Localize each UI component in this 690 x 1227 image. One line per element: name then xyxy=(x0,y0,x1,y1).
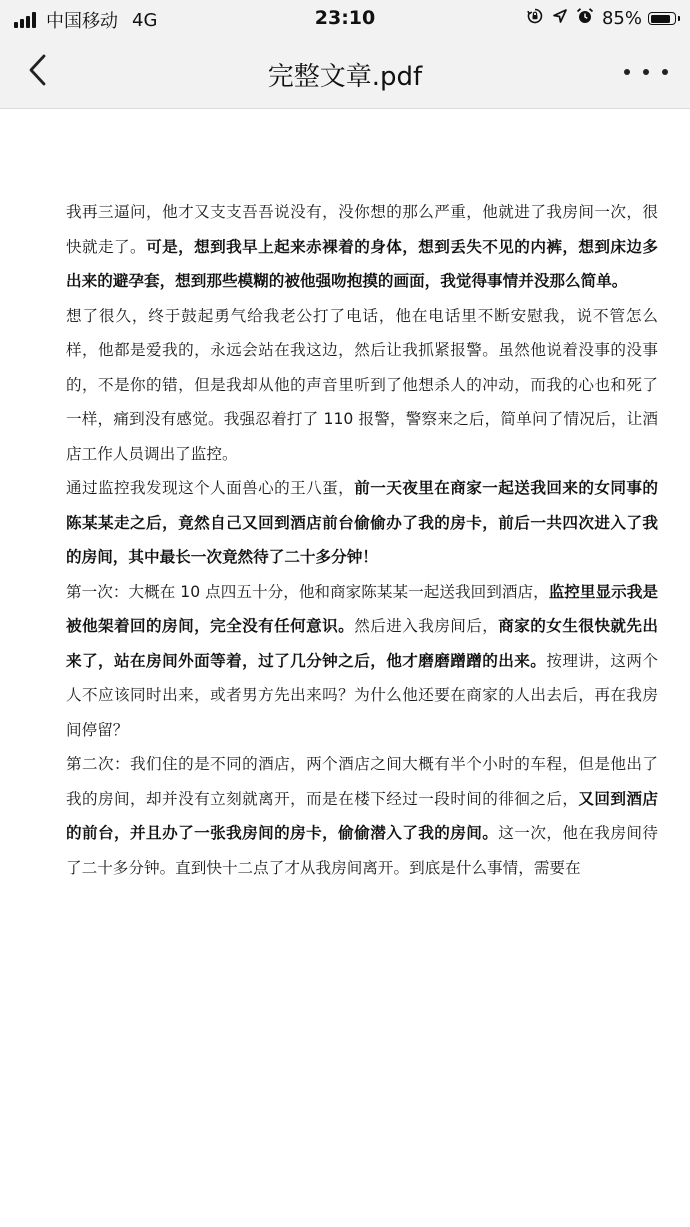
bold-text-segment: 可是，想到我早上起来赤裸着的身体，想到丢失不见的内裤，想到床边多出来的避孕套，想到那些模糊的被他强吻抱摸的画面，我觉得事情并没那么简单。 xyxy=(66,237,658,290)
text-segment: 第一次：大概在 10 点四五十分，他和商家陈某某一起送我回到酒店， xyxy=(66,582,549,601)
location-icon xyxy=(552,8,568,29)
document-paragraph xyxy=(66,471,658,575)
more-horizontal-icon xyxy=(624,69,630,75)
pdf-page[interactable] xyxy=(0,109,690,1227)
more-options-button[interactable] xyxy=(624,58,668,86)
battery-percent: 85% xyxy=(601,8,642,29)
text-segment: 第二次：我们住的是不同的酒店，两个酒店之间大概有半个小时的车程，但是他出了我的房间，却并没有立刻就离开，而是在楼下经过一段时间的徘徊之后， xyxy=(66,755,658,808)
orientation-lock-icon xyxy=(526,7,544,30)
document-paragraph xyxy=(66,299,658,472)
battery-level-fill xyxy=(651,15,671,23)
network-type: 4G xyxy=(132,9,158,31)
bold-text-segment: 监控里显示我是被他架着回的房间，完全没有任何意识。 xyxy=(66,582,658,635)
carrier-name: 中国移动 xyxy=(46,11,118,32)
status-bar xyxy=(0,0,690,36)
bold-text-segment: 又回到酒店的前台，并且办了一张我房间的房卡，偷偷潜入了我的房间。 xyxy=(66,789,658,842)
back-button[interactable] xyxy=(16,50,60,94)
text-segment: 然后进入我房间后， xyxy=(354,617,499,635)
document-paragraph xyxy=(66,575,658,748)
text-segment: 想了很久，终于鼓起勇气给我老公打了电话，他在电话里不断安慰我，说不管怎么样，他都是爱我的，永远会站在我这边，然后让我抓紧报警。虽然他说着没事的没事的，不是你的错，但是我却从他的声音里听到了他想杀人的冲动，而我的心也和死了一样，痛到没有感觉。我强忍着打了 110 报警，警察来之后，简单问了情况后，让酒店工作人员调出了监控。 xyxy=(66,306,658,463)
chevron-left-icon xyxy=(28,54,48,90)
document-body xyxy=(66,195,658,885)
signal-icon xyxy=(14,12,38,28)
text-segment: 这一次，他在我房间待了二十多分钟。直到快十二点了才从我房间离开。到底是什么事情，需要在 xyxy=(66,824,658,877)
document-title: 完整文章.pdf xyxy=(267,62,423,92)
bold-text-segment: 商家的女生很快就先出来了，站在房间外面等着，过了几分钟之后，他才磨磨蹭蹭的出来。 xyxy=(66,617,658,670)
bold-text-segment: 前一天夜里在商家一起送我回来的女同事的陈某某走之后，竟然自己又回到酒店前台偷偷办了我的房卡，前后一共四次进入了我的房间，其中最长一次竟然待了二十多分钟！ xyxy=(66,479,658,566)
alarm-icon xyxy=(576,7,594,30)
battery-icon xyxy=(648,12,676,25)
status-time: 23:10 xyxy=(314,7,376,29)
status-bar-right xyxy=(518,7,676,30)
text-segment: 按理讲，这两个人不应该同时出来，或者男方先出来吗？为什么他还要在商家的人出去后，再在我房间停留？ xyxy=(66,651,658,739)
document-paragraph xyxy=(66,747,658,885)
status-bar-left xyxy=(14,7,157,33)
document-paragraph xyxy=(66,195,658,299)
navigation-bar xyxy=(0,36,690,109)
text-segment: 我再三逼问，他才又支支吾吾说没有，没你想的那么严重，他就进了我房间一次，很快就走了。 xyxy=(66,203,658,256)
text-segment: 通过监控我发现这个人面兽心的王八蛋， xyxy=(66,479,355,497)
